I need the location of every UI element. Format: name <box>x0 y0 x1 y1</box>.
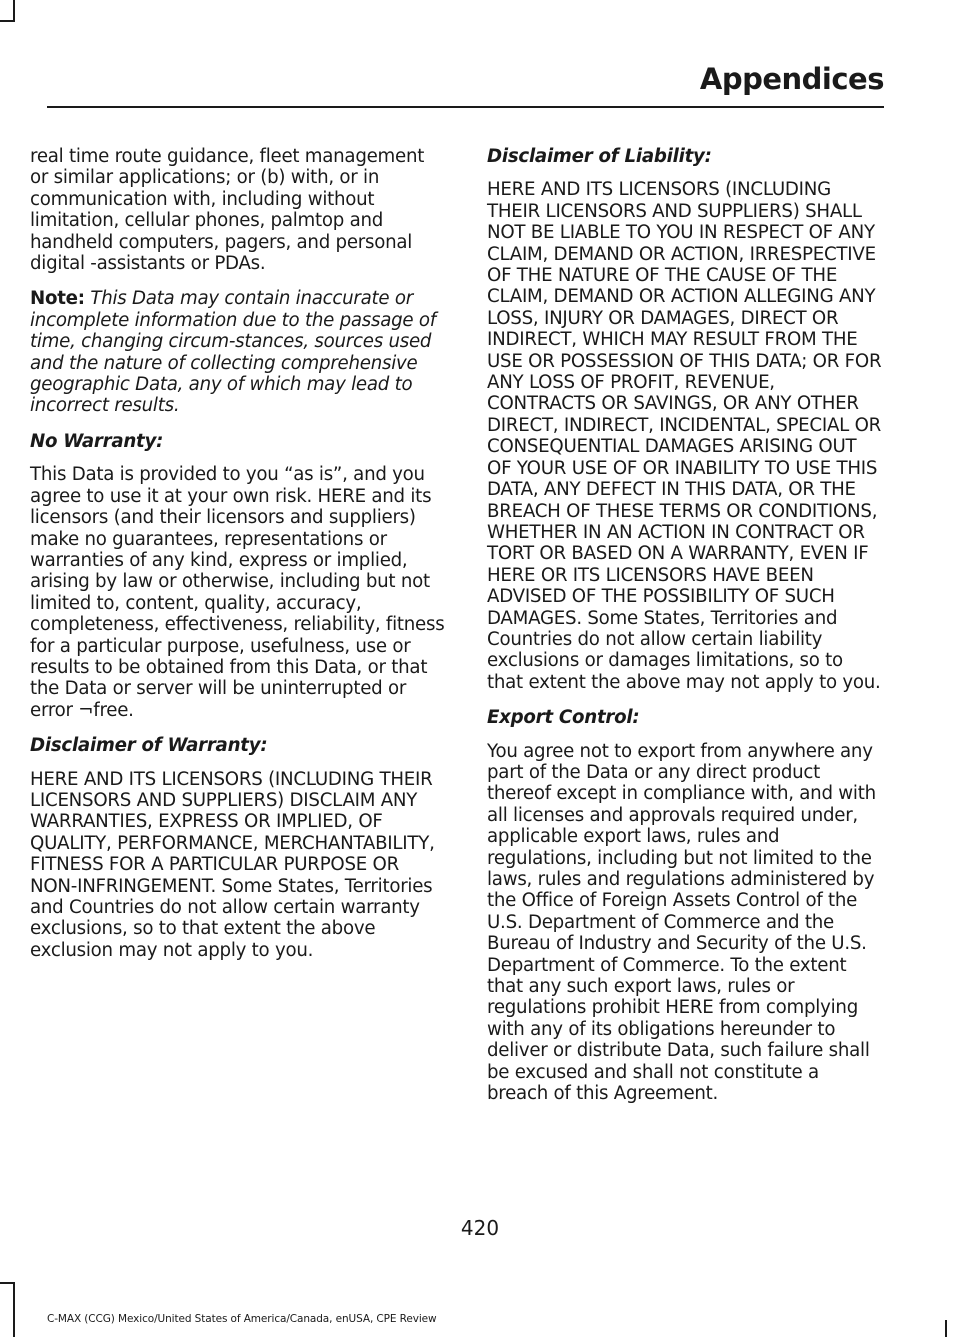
crop-mark-bottom-left-v <box>13 1282 15 1337</box>
page-title: Appendices <box>699 62 884 96</box>
crop-mark-top-left-h <box>0 20 15 22</box>
header-divider <box>47 106 884 108</box>
crop-mark-bottom-right-v <box>945 1320 947 1337</box>
intro-paragraph: real time route guidance, fleet management or similar applications; or (b) with, or in communication with, including without limitation, cellular phones, palmtop and handheld computers, pagers, and personal digital -assistants or PDAs. <box>30 146 425 275</box>
export-control-heading: Export Control: <box>487 707 640 729</box>
note-text: This Data may contain inaccurate or incomplete information due to the passage of time, changing circum-stances, sources used and the nature of collecting comprehensive geographic Data, any of which may lead to incorrect results. <box>30 288 436 417</box>
no-warranty-text: This Data is provided to you “as is”, and you agree to use it at your own risk. HERE and its licensors (and their licensors and suppliers) make no guarantees, representations or warranties of any kind, express or implied, arising by law or otherwise, including but not limited to, content, quality, accuracy, completeness, effectiveness, reliability, fitness for a particular purpose, usefulness, use or results to be obtained from this Data, or that the Data or server will be uninterrupted or error ¬free. <box>30 464 445 721</box>
note-label: Note: <box>30 288 85 310</box>
crop-mark-top-left-v <box>13 0 15 22</box>
export-control-text: You agree not to export from anywhere any part of the Data or any direct product thereof except in compliance with, and with all licenses and approvals required under, applicable export laws, rules and regulations, including but not limited to the laws, rules and regulations administered by the Office of Foreign Assets Control of the U.S. Department of Commerce and the Bureau of Industry and Security of the U.S. Department of Commerce. To the extent that any such export laws, rules or regulations prohibit HERE from complying with any of its obligations hereunder to deliver or distribute Data, such failure shall be excused and shall not constitute a breach of this Agreement. <box>487 740 876 1105</box>
note-paragraph <box>30 288 446 416</box>
disclaimer-liability-text: HERE AND ITS LICENSORS (INCLUDING THEIR LICENSORS AND SUPPLIERS) SHALL NOT BE LIABLE TO YOU IN RESPECT OF ANY CLAIM, DEMAND OR ACTION, IRRESPECTIVE OF THE NATURE OF THE CAUSE OF THE CLAIM, DEMAND OR ACTION ALLEGING ANY LOSS, INJURY OR DAMAGES, DIRECT OR INDIRECT, WHICH MAY RESULT FROM THE USE OR POSSESSION OF THIS DATA; OR FOR ANY LOSS OF PROFIT, REVENUE, CONTRACTS OR SAVINGS, OR ANY OTHER DIRECT, INDIRECT, INCIDENTAL, SPECIAL OR CONSEQUENTIAL DAMAGES ARISING OUT OF YOUR USE OF OR INABILITY TO USE THIS DATA, ANY DEFECT IN THIS DATA, OR THE BREACH OF THESE TERMS OR CONDITIONS, WHETHER IN AN ACTION IN CONTRACT OR TORT OR BASED ON A WARRANTY, EVEN IF HERE OR ITS LICENSORS HAVE BEEN ADVISED OF THE POSSIBILITY OF SUCH DAMAGES. Some States, Territories and Countries do not allow certain liability exclusions or damages limitations, so to that extent the above may not apply to you. <box>487 179 882 693</box>
disclaimer-warranty-heading: Disclaimer of Warranty: <box>30 735 268 757</box>
document-info: C-MAX (CCG) Mexico/United States of America/Canada, enUSA, CPE Review <box>47 1313 437 1325</box>
disclaimer-warranty-text: HERE AND ITS LICENSORS (INCLUDING THEIR LICENSORS AND SUPPLIERS) DISCLAIM ANY WARRANTIES, EXPRESS OR IMPLIED, OF QUALITY, PERFORMANCE, MERCHANTABILITY, FITNESS FOR A PARTICULAR PURPOSE OR NON-INFRINGEMENT. Some States, Territories and Countries do not allow certain warranty exclusions, so to that extent the above exclusion may not apply to you. <box>30 768 435 961</box>
crop-mark-bottom-left-h <box>0 1282 15 1284</box>
disclaimer-liability-heading: Disclaimer of Liability: <box>487 146 712 167</box>
page-number: 420 <box>460 1216 500 1240</box>
right-column <box>487 146 883 1118</box>
no-warranty-heading: No Warranty: <box>30 430 164 452</box>
left-column <box>30 146 446 975</box>
